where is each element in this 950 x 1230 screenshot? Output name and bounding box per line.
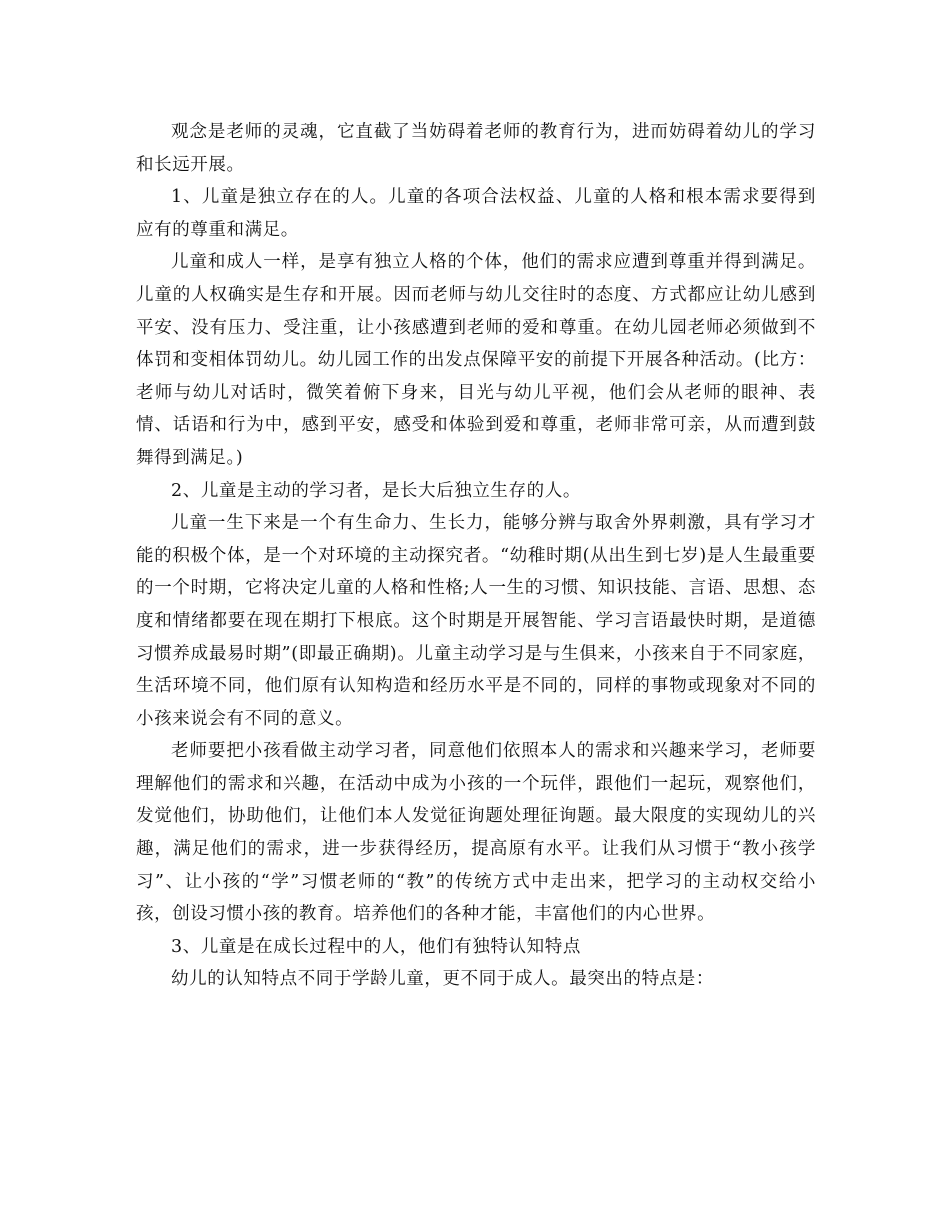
paragraph-heading-3: 3、儿童是在成长过程中的人，他们有独特认知特点: [171, 936, 581, 957]
paragraph-body-1: 儿童和成人一样，是享有独立人格的个体，他们的需求应遭到尊重并得到满足。儿童的人权确实是生存和开展。因而老师与幼儿交往时的态度、方式都应让幼儿感到平安、没有压力、受注重，让小孩感遭到老师的爱和尊重。在幼儿园老师必须做到不体罚和变相体罚幼儿。幼儿园工作的出发点保障平安的前提下开展各种活动。(比方：老师与幼儿对话时，微笑着俯下身来，目光与幼儿平视，他们会从老师的眼神、表情、话语和行为中，感到平安，感受和体验到爱和尊重，老师非常可亲，从而遭到鼓舞得到满足。): [136, 252, 816, 468]
paragraph-intro: 观念是老师的灵魂，它直截了当妨碍着老师的教育行为，进而妨碍着幼儿的学习和长远开展。: [136, 122, 816, 175]
paragraph-heading-2: 2、儿童是主动的学习者，是长大后独立生存的人。: [171, 480, 581, 501]
paragraph-heading-1: 1、儿童是独立存在的人。儿童的各项合法权益、儿童的人格和根本需求要得到应有的尊重和满足。: [136, 187, 816, 240]
document-body: [136, 116, 816, 996]
paragraph-body-3: 老师要把小孩看做主动学习者，同意他们依照本人的需求和兴趣来学习，老师要理解他们的需求和兴趣，在活动中成为小孩的一个玩伴，跟他们一起玩，观察他们，发觉他们，协助他们，让他们本人发觉征询题处理征询题。最大限度的实现幼儿的兴趣，满足他们的需求，进一步获得经历，提高原有水平。让我们从习惯于“教小孩学习”、让小孩的“学”习惯老师的“教”的传统方式中走出来，把学习的主动权交给小孩，创设习惯小孩的教育。培养他们的各种才能，丰富他们的内心世界。: [136, 741, 816, 925]
paragraph-body-2: 儿童一生下来是一个有生命力、生长力，能够分辨与取舍外界刺激，具有学习才能的积极个体，是一个对环境的主动探究者。“幼稚时期(从出生到七岁)是人生最重要的一个时期，它将决定儿童的人格和性格;人一生的习惯、知识技能、言语、思想、态度和情绪都要在现在期打下根底。这个时期是开展智能、学习言语最快时期，是道德习惯养成最易时期”(即最正确期)。儿童主动学习是与生俱来，小孩来自于不同家庭，生活环境不同，他们原有认知构造和经历水平是不同的，同样的事物或现象对不同的小孩来说会有不同的意义。: [136, 513, 816, 729]
paragraph-body-4: 幼儿的认知特点不同于学龄儿童，更不同于成人。最突出的特点是：: [171, 969, 714, 990]
